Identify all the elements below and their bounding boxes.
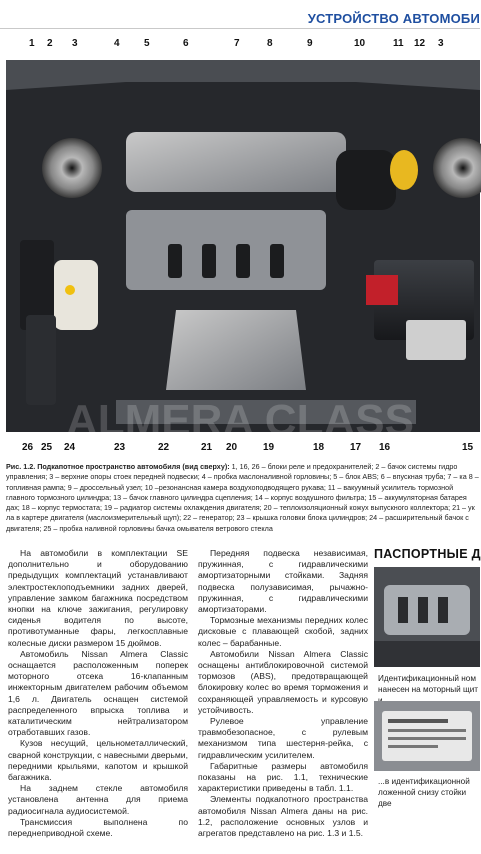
resonator bbox=[336, 150, 396, 210]
photo-watermark: ALMERA CLASS bbox=[66, 396, 414, 445]
callout-number: 15 bbox=[462, 442, 474, 453]
bottom-callouts bbox=[0, 442, 480, 458]
paragraph: Трансмиссия выполнена по переднеприводной схеме. bbox=[8, 816, 188, 839]
coolant-expansion-tank bbox=[54, 260, 98, 330]
passport-caption-1: Идентификационный ном нанесен на моторный щит bbox=[378, 674, 479, 694]
exhaust-heat-shield bbox=[166, 310, 306, 390]
page-header bbox=[0, 0, 480, 30]
caption-body: 1, 16, 26 – блоки реле и предохранителей; 2 – бачок системы гидро управления; 3 – верхние опоры стоек передней подвески; 4 – пробка маслоналивной горловины; 5 – блок ABS; 6 – впускная труба; 7 – ка 8 – топливная рампа; 9 – дроссельный узел; 10 –резонансная камера воздухоподводящего рукава; 11 – вакуумный усилитель тормозной главного тормозного цилиндра; 13 – бачок главного цилиндра сцепления; 14 – корпус воздушного фильтра; 15 – аккумуляторная батарея дах; 18 – корпус термостата; 19 – радиатор системы охлаждения двигателя; 20 – теплоизоляционный кожух выпускного коллектора; 21 – ук ла в картере двигателя (маслоизмерительный щуп); 22 – генератор; 23 – крышка головки блока цилиндров; 24 – расширительный бачок с двигателя; 25 – пробка наливной горловины бачка омывателя ветрового стекла bbox=[6, 462, 481, 533]
caption-lead: Рис. 1.2. Подкапотное пространство автомобиля (вид сверху): bbox=[6, 462, 230, 471]
engine-bay-photo bbox=[6, 60, 480, 445]
header-divider bbox=[0, 28, 480, 29]
callout-number: 9 bbox=[307, 38, 313, 49]
callout-number: 16 bbox=[379, 442, 391, 453]
callout-number: 22 bbox=[158, 442, 170, 453]
callout-number: 17 bbox=[350, 442, 362, 453]
paragraph: Элементы подкапотного пространства автомобиля Nissan Almera даны на рис. 1.2, расположение основных узлов и агрегатов представлено на рис. 1.3 и 1.5. bbox=[198, 794, 368, 839]
passport-caption-2: ...в идентификационной ложенной снизу стойки две bbox=[378, 777, 470, 808]
callout-number: 20 bbox=[226, 442, 238, 453]
figure-caption bbox=[6, 462, 480, 534]
tank-cap-marker bbox=[65, 285, 75, 295]
callout-number: 25 bbox=[41, 442, 53, 453]
callout-number: 5 bbox=[144, 38, 150, 49]
paragraph: Габаритные размеры автомобиля показаны на рис. 1.1, технические характеристики приведены в табл. 1.1. bbox=[198, 760, 368, 794]
callout-number: 24 bbox=[64, 442, 76, 453]
callout-number: 11 bbox=[393, 38, 404, 49]
paragraph: Автомобиль Nissan Almera Classic оснащается расположенным поперек моторного отсека 16-клапанным инжекторным двигателем рабочим объемом 1,6 л. Двигатель оснащен системой распределенного впрыска топлива и каталитическим нейтрализатором отработавших газов. bbox=[8, 648, 188, 738]
paragraph: Рулевое управление травмобезопасное, с рулевым механизмом типа шестерня-рейка, с гидравлическим усилителем. bbox=[198, 716, 368, 760]
callout-number: 3 bbox=[72, 38, 78, 49]
callout-number: 2 bbox=[47, 38, 53, 49]
callout-number: 3 bbox=[438, 38, 444, 49]
text-column-2 bbox=[198, 548, 368, 839]
callout-number: 19 bbox=[263, 442, 275, 453]
callout-number: 1 bbox=[29, 38, 35, 49]
callout-number: 12 bbox=[414, 38, 426, 49]
callout-number: 21 bbox=[201, 442, 213, 453]
clutch-reservoir bbox=[390, 150, 418, 190]
engine-id-illustration bbox=[374, 567, 480, 667]
paragraph: Кузов несущий, цельнометаллический, сварной конструкции, с навесными дверьми, передними крыльями, капотом и крышкой багажника. bbox=[8, 738, 188, 783]
paragraph: На заднем стекле автомобиля установлена антенна для приема радиосигнала аудиосистемой. bbox=[8, 783, 188, 816]
text-column-1 bbox=[8, 548, 188, 839]
cylinder-head-cover bbox=[126, 210, 326, 290]
callout-number: 26 bbox=[22, 442, 34, 453]
top-callouts bbox=[0, 34, 480, 58]
callout-number: 7 bbox=[234, 38, 240, 49]
washer-tank bbox=[26, 315, 56, 405]
engine-id-photo bbox=[374, 567, 480, 667]
callout-number: 8 bbox=[267, 38, 273, 49]
section-title: УСТРОЙСТВО АВТОМОБИ bbox=[307, 11, 480, 26]
callout-number: 23 bbox=[114, 442, 126, 453]
intake-manifold bbox=[126, 132, 346, 192]
paragraph: Передняя подвеска независимая, пружинная, с гидравлическими амортизаторными стойками. Задняя подвеска полузависимая, рычажно-пружинная, с гидравлическими амортизаторами. bbox=[198, 548, 368, 615]
callout-number: 4 bbox=[114, 38, 120, 49]
paragraph: Тормозные механизмы передних колес дисковые с плавающей скобой, задних колес – барабанные. bbox=[198, 615, 368, 648]
id-plate-illustration bbox=[374, 701, 480, 771]
paragraph: На автомобили в комплектации SE дополнительно и оборудованию предыдущих комплектаций устанавливают электростеклоподъемники задних дверей, управление замком багажника посредством кнопки на ключе зажигания, регулировку сиденья водителя по высоте, противотуманные фары, легкосплавные колесные диски размером 15 дюймов. bbox=[8, 548, 188, 648]
battery-label bbox=[406, 320, 466, 360]
id-plate-photo bbox=[374, 701, 480, 771]
callout-number: 6 bbox=[183, 38, 189, 49]
strut-mount-left bbox=[42, 138, 102, 198]
paragraph: Автомобили Nissan Almera Classic оснащены антиблокировочной системой тормозов (ABS), предотвращающей блокировку колес во время торможения и сохраняющей управляемость и курсовую устойчивость. bbox=[198, 648, 368, 715]
passport-section-title: ПАСПОРТНЫЕ Д bbox=[374, 547, 481, 561]
battery-terminal-cover bbox=[366, 275, 398, 305]
engine-bay-illustration bbox=[6, 60, 480, 445]
callout-number: 10 bbox=[354, 38, 366, 49]
callout-number: 18 bbox=[313, 442, 325, 453]
